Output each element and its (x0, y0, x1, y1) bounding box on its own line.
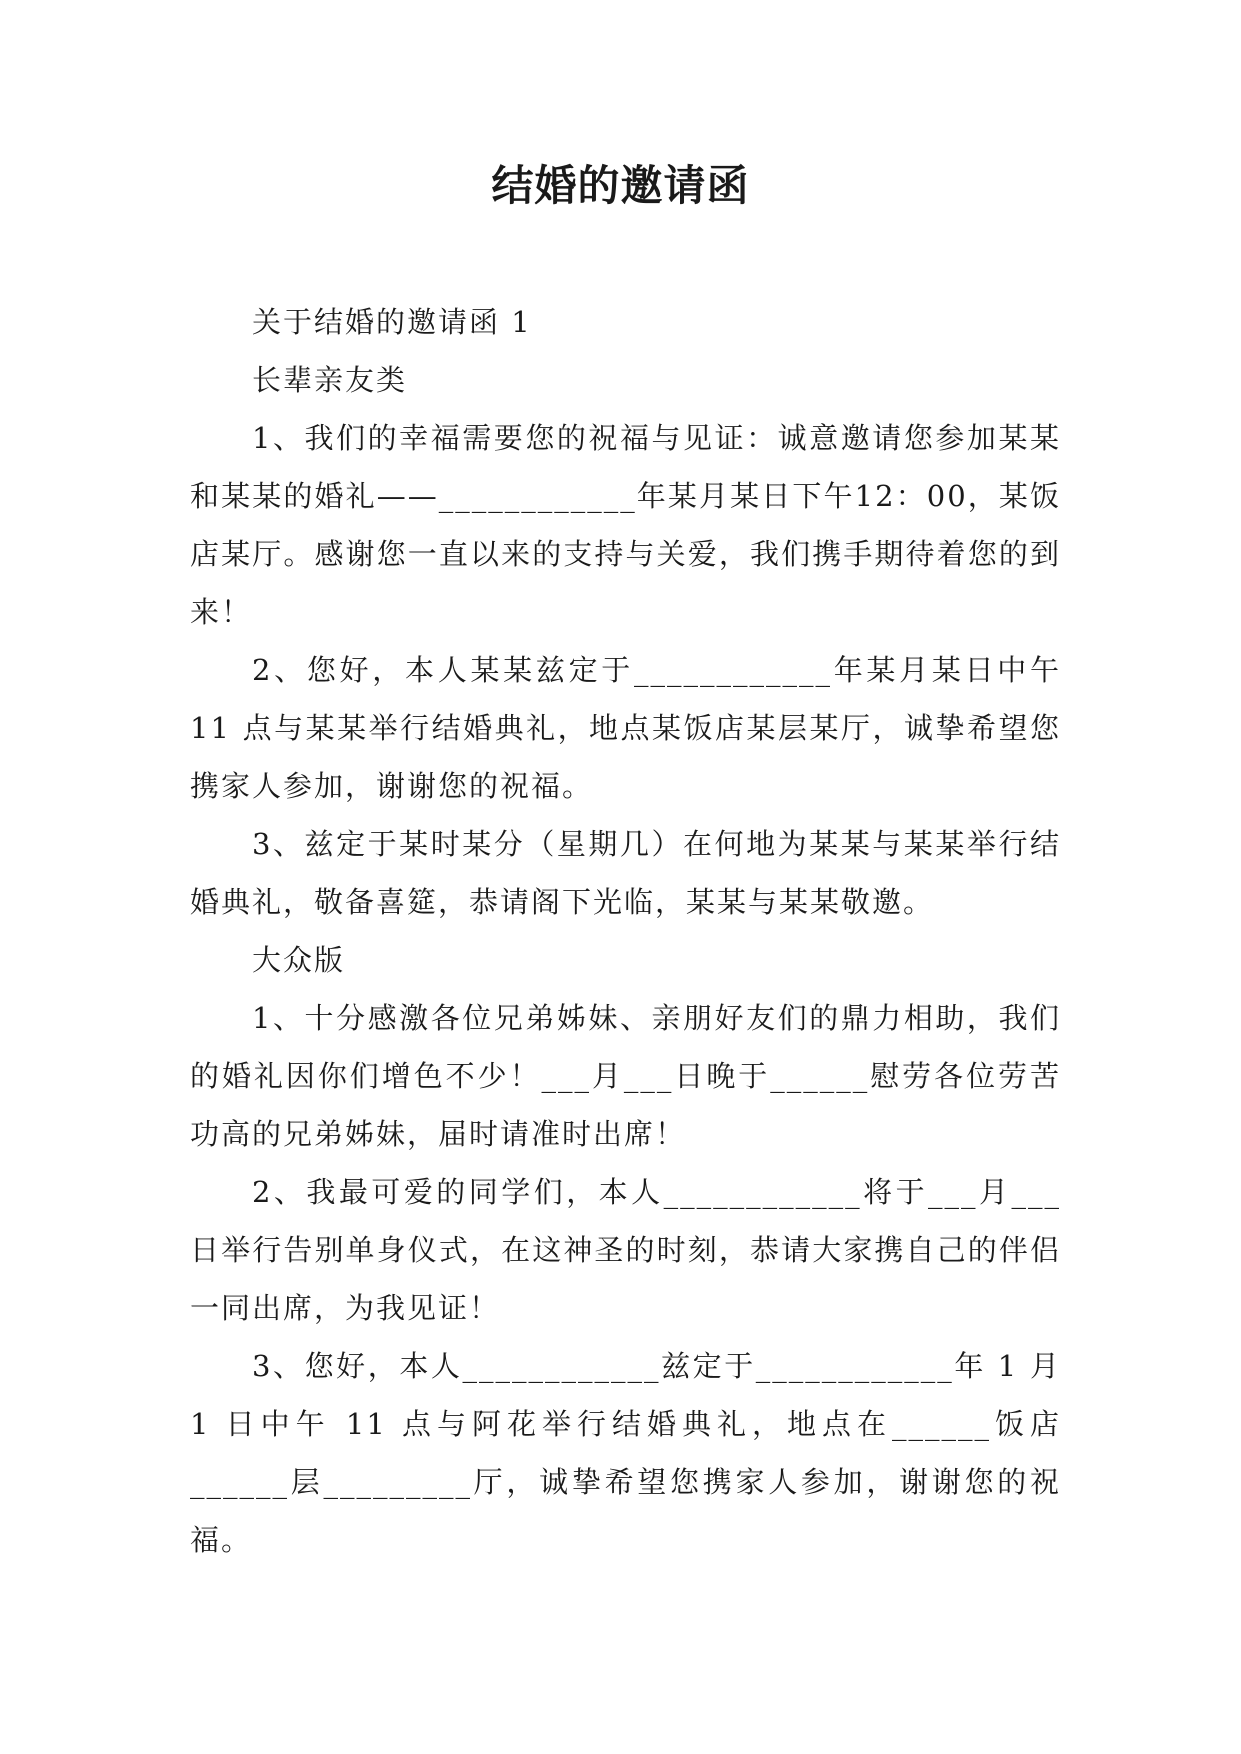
paragraph-public-2: 2、我最可爱的同学们，本人____________将于___月___日举行告别单身仪式，在这神圣的时刻，恭请大家携自己的伴侣一同出席，为我见证！ (190, 1175, 1061, 1325)
document-body (190, 293, 1061, 1569)
paragraph-elders-2: 2、您好，本人某某兹定于____________年某月某日中午 11 点与某某举行结婚典礼，地点某饭店某层某厅，诚挚希望您携家人参加，谢谢您的祝福。 (190, 653, 1061, 803)
category-heading-public: 大众版 (252, 943, 346, 977)
document-title: 结婚的邀请函 (491, 161, 750, 210)
paragraph-elders-1: 1、我们的幸福需要您的祝福与见证：诚意邀请您参加某某和某某的婚礼——____________年某月某日下午12：00，某饭店某厅。感谢您一直以来的支持与关爱，我们携手期待着您的到来！ (190, 421, 1061, 629)
paragraph-elders-3: 3、兹定于某时某分（星期几）在何地为某某与某某举行结婚典礼，敬备喜筵，恭请阁下光临，某某与某某敬邀。 (190, 827, 1061, 919)
paragraph-public-1: 1、十分感激各位兄弟姊妹、亲朋好友们的鼎力相助，我们的婚礼因你们增色不少！___月___日晚于______慰劳各位劳苦功高的兄弟姊妹，届时请准时出席！ (190, 1001, 1061, 1151)
section-heading-1: 关于结婚的邀请函 1 (252, 305, 532, 339)
paragraph-public-3: 3、您好，本人____________兹定于____________年 1 月 1 日中午 11 点与阿花举行结婚典礼，地点在______饭店______层_________厅，诚挚希望您携家人参加，谢谢您的祝福。 (190, 1349, 1061, 1557)
category-heading-elders: 长辈亲友类 (252, 363, 408, 397)
